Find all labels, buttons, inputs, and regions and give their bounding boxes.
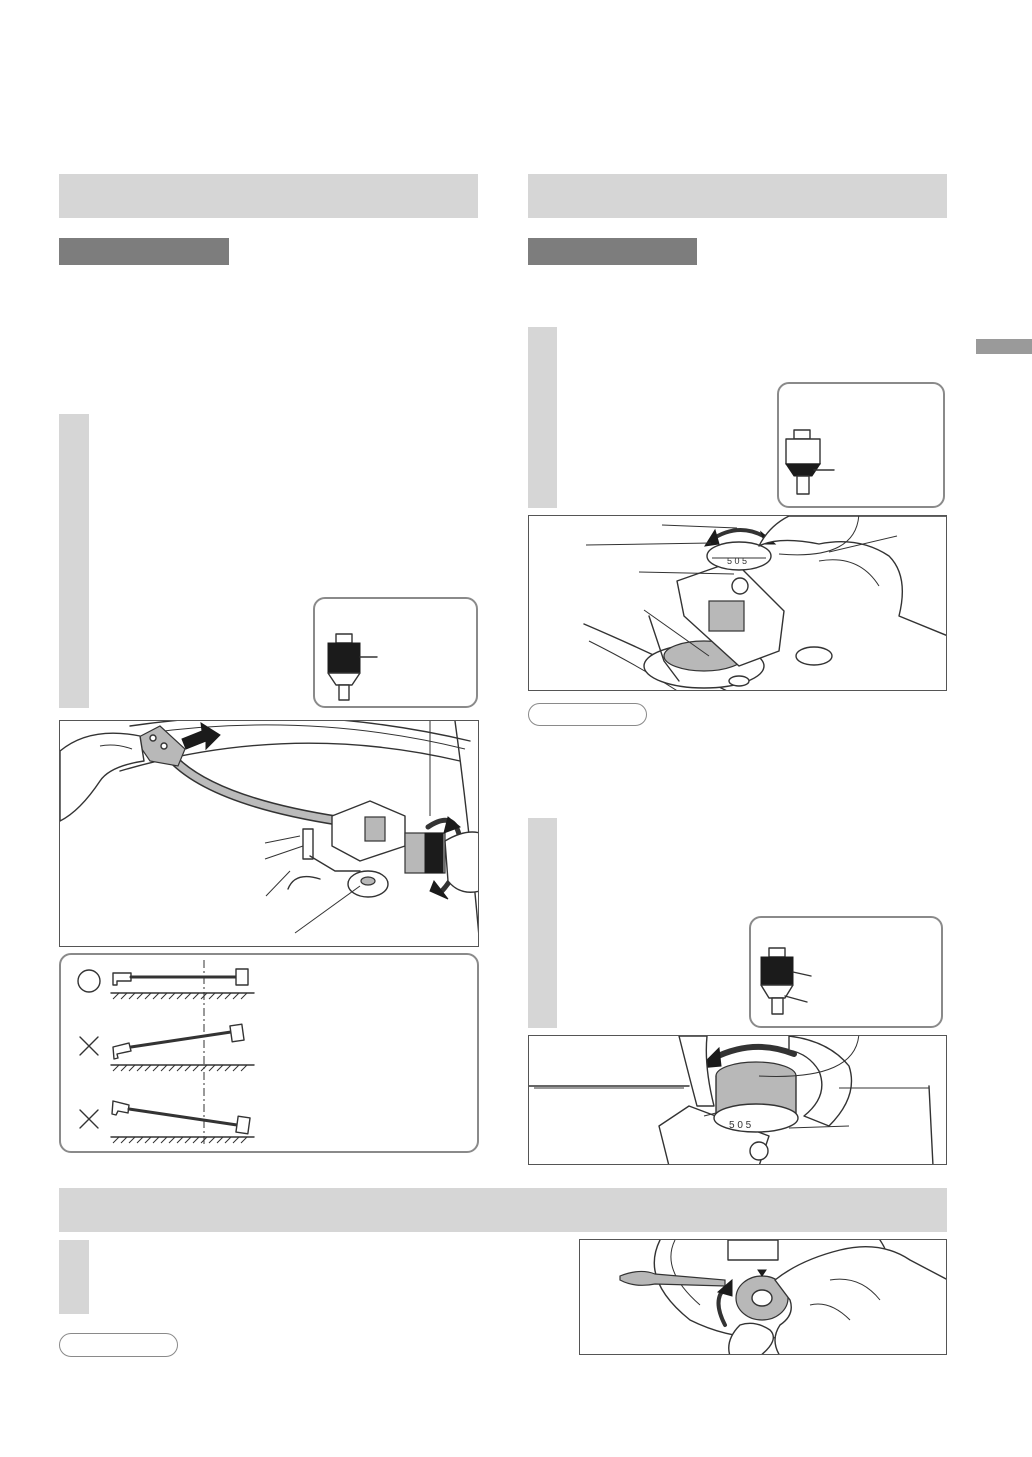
balance-comparison-panel	[59, 953, 479, 1153]
tonearm-balance-illustration	[59, 720, 479, 947]
note-label-1	[528, 703, 647, 726]
anti-skating-illustration	[579, 1239, 947, 1355]
right-subsection-tag	[528, 238, 697, 265]
curved-arrow-icon	[718, 1280, 732, 1325]
left-step-bar	[59, 414, 89, 708]
level-arm-diagram	[111, 969, 254, 999]
bottom-section-header	[59, 1188, 947, 1232]
left-section-header	[59, 174, 478, 218]
tilted-arm-diagram-1	[111, 1024, 254, 1071]
bottom-step-bar	[59, 1240, 89, 1314]
right-section-header	[528, 174, 947, 218]
zero-scale-callout	[777, 382, 945, 508]
left-subsection-tag	[59, 238, 229, 265]
right-step-bar-2	[528, 818, 557, 1028]
tracking-force-illustration	[528, 1035, 947, 1165]
tracking-force-callout	[749, 916, 943, 1028]
cross-icon	[80, 1037, 98, 1055]
counterweight-icon	[761, 948, 811, 1014]
counterweight-icon	[328, 634, 377, 700]
scale-ring-zero-illustration	[528, 515, 947, 691]
circle-icon	[78, 970, 100, 992]
note-label-2	[59, 1333, 178, 1357]
side-index-tab	[976, 339, 1032, 354]
svg-text:5 0 5: 5 0 5	[729, 1120, 752, 1131]
tilted-arm-diagram-2	[111, 1101, 254, 1143]
right-step-bar-1	[528, 327, 557, 508]
counterweight-icon	[786, 430, 834, 494]
svg-text:5 0 5: 5 0 5	[727, 556, 748, 566]
left-counterweight-callout	[313, 597, 478, 708]
cross-icon	[80, 1110, 98, 1128]
